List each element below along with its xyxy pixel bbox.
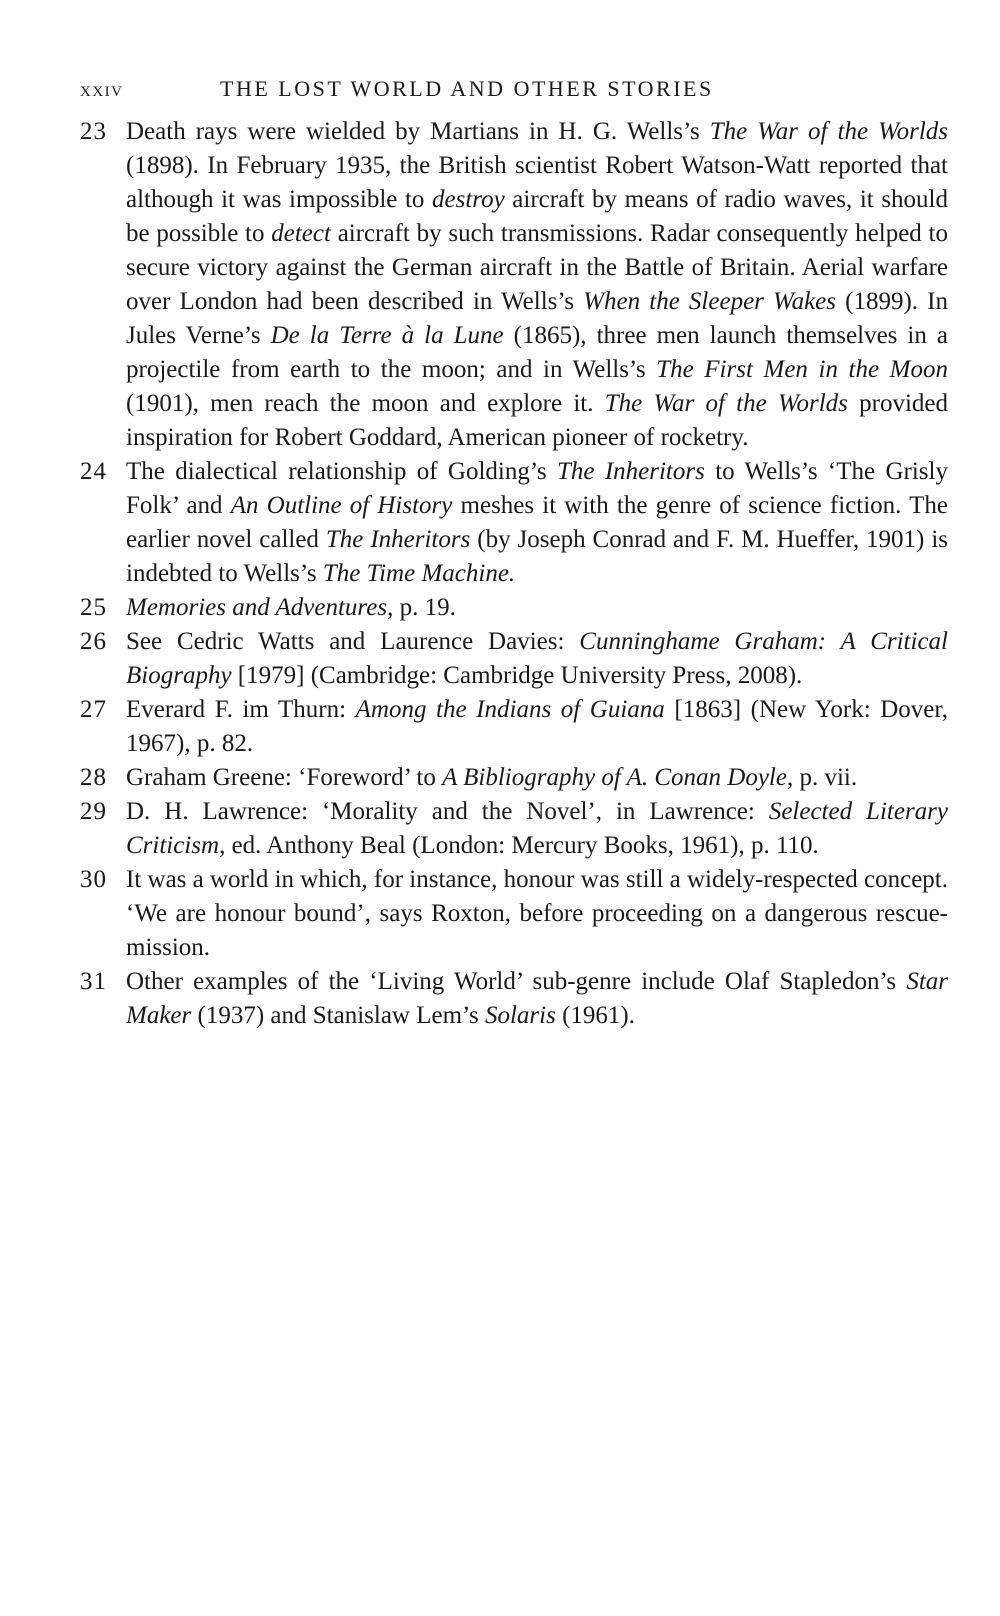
endnote-number: 24 [80,458,107,485]
endnote [80,625,948,693]
endnote-text [126,455,948,591]
text-run: (1865), three men launch themselves in a projectile from earth to the moon; and in Wells’s [126,322,949,383]
endnote [80,591,948,625]
endnote-number: 29 [80,798,107,825]
text-run: Everard F. im Thurn: [126,696,356,723]
text-run: (1901), men reach the moon and explore it. [126,390,605,417]
running-title: THE LOST WORLD AND OTHER STORIES [220,76,714,101]
endnote [80,455,948,591]
italic-title: The War of the Worlds [709,118,949,145]
endnote [80,795,948,863]
endnotes-list [80,115,948,1033]
endnote-text [126,625,948,693]
text-run: Other examples of the ‘Living World’ sub-genre include Olaf Stapledon’s [126,968,907,995]
endnote-text [126,795,948,863]
italic-title: detect [271,220,331,247]
text-run: meshes it with the genre of science fiction. The earlier novel called [126,492,948,553]
italic-title: The First Men in the Moon [656,356,948,383]
text-run: (1898). In February 1935, the British scientist Robert Watson-Watt reported that although it was impossible to [126,152,948,213]
italic-title: Among the Indians of Guiana [355,696,665,723]
endnote-text [126,115,948,455]
endnote-number: 23 [80,118,107,145]
italic-title: The Inheritors [556,458,705,485]
italic-title: A Bibliography of A. Conan Doyle [442,764,787,791]
text-run: to Wells’s ‘The Grisly Folk’ and [126,458,948,519]
text-run: provided inspiration for Robert Goddard, American pioneer of rocketry. [126,390,949,451]
text-run: D. H. Lawrence: ‘Morality and the Novel’, in Lawrence: [126,798,769,825]
italic-title: Memories and Adventures [126,594,388,621]
italic-title: Star Maker [126,968,948,1029]
endnote-number: 31 [80,968,107,995]
endnote-number: 28 [80,764,107,791]
endnote [80,965,948,1033]
endnote-text [126,693,948,761]
endnote [80,761,948,795]
italic-title: De la Terre à la Lune [270,322,504,349]
endnote [80,863,948,965]
endnote-text [126,863,948,965]
endnote-number: 27 [80,696,107,723]
text-run: [1979] (Cambridge: Cambridge University Press, 2008). [231,662,803,689]
endnote [80,115,948,455]
italic-title: An Outline of History [230,492,453,519]
text-run: Death rays were wielded by Martians in H. G. Wells’s [126,118,710,145]
text-run: , p. 19. [387,594,456,621]
italic-title: The Time Machine. [322,560,516,587]
text-run: aircraft by means of radio waves, it should be possible to [126,186,948,247]
endnote-text [126,591,948,625]
text-run: , p. vii. [786,764,858,791]
text-run: It was a world in which, for instance, honour was still a widely-respected concept. ‘We are honour bound’, says Roxton, before proceeding on a dangerous rescue-mission. [126,866,948,961]
endnote-number: 30 [80,866,107,893]
text-run: , ed. Anthony Beal (London: Mercury Books, 1961), p. 110. [219,832,819,859]
text-run: [1863] (New York: Dover, 1967), p. 82. [126,696,948,757]
text-run: (1961). [555,1002,635,1029]
page-number: xxiv [80,76,124,101]
italic-title: The War of the Worlds [604,390,848,417]
italic-title: Solaris [484,1002,556,1029]
text-run: (by Joseph Conrad and F. M. Hueffer, 1901) is indebted to Wells’s [126,526,948,587]
text-run: (1937) and Stanislaw Lem’s [191,1002,485,1029]
italic-title: Cunninghame Graham: A Critical Biography [126,628,948,689]
endnote-text [126,761,948,795]
endnote-number: 25 [80,594,107,621]
running-head [80,74,940,104]
endnote-number: 26 [80,628,107,655]
text-run: aircraft by such transmissions. Radar consequently helped to secure victory against the German aircraft in the Battle of Britain. Aerial warfare over London had been described in Wells’s [126,220,948,315]
endnote [80,693,948,761]
italic-title: Selected Literary Criticism [126,798,948,859]
endnote-text [126,965,948,1033]
text-run: (1899). In Jules Verne’s [126,288,948,349]
text-run: Graham Greene: ‘Foreword’ to [126,764,443,791]
text-run: The dialectical relationship of Golding’s [126,458,557,485]
italic-title: destroy [432,186,505,213]
italic-title: The Inheritors [325,526,471,553]
italic-title: When the Sleeper Wakes [583,288,836,315]
text-run: See Cedric Watts and Laurence Davies: [126,628,580,655]
